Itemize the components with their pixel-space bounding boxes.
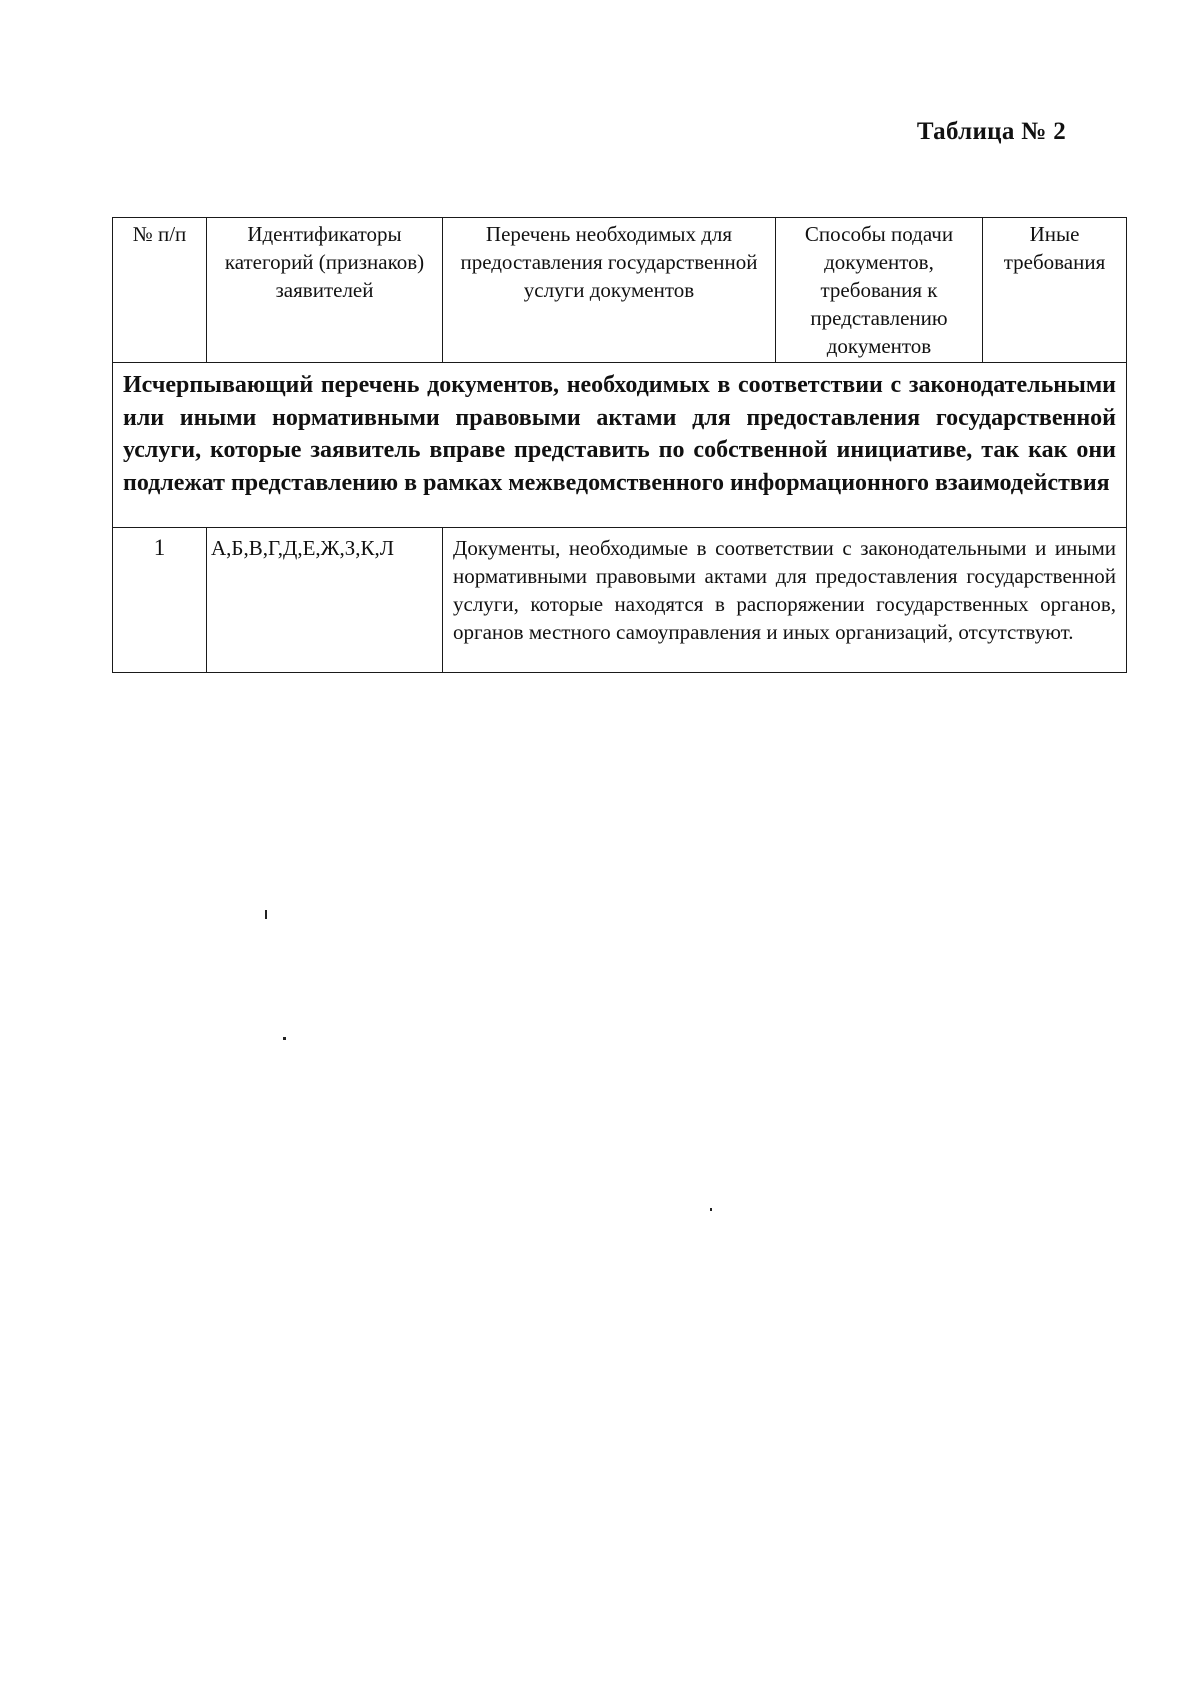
header-documents-list: Перечень необходимых для предоставления государственной услуги документов	[443, 218, 776, 363]
row-documents: Документы, необходимые в соответствии с законодательными и иными нормативными правовыми актами для предоставления государственной услуги, которые находятся в распоряжении государственных органов, органов местного самоуправления и иных организаций, отсутствуют.	[443, 528, 1127, 673]
row-applicant-ids: А,Б,В,Г,Д,Е,Ж,З,К,Л	[207, 528, 443, 673]
table-row	[113, 528, 1127, 673]
table-caption: Таблица № 2	[916, 118, 1066, 145]
header-number: № п/п	[113, 218, 207, 363]
scan-speck	[265, 910, 267, 919]
table-header-row	[113, 218, 1127, 363]
header-submission-methods: Способы подачи документов, требования к представлению документов	[776, 218, 983, 363]
header-other-requirements: Иные требования	[983, 218, 1127, 363]
header-applicant-ids: Идентификаторы категорий (признаков) заявителей	[207, 218, 443, 363]
section-row	[113, 363, 1127, 528]
section-title: Исчерпывающий перечень документов, необходимых в соответствии с законодательными или иными нормативными правовыми актами для предоставления государственной услуги, которые заявитель вправе представить по собственной инициативе, так как они подлежат представлению в рамках межведомственного информационного взаимодействия	[113, 363, 1127, 528]
scan-speck	[283, 1037, 286, 1040]
requirements-table	[112, 217, 1127, 673]
scan-speck	[710, 1208, 712, 1211]
row-number: 1	[113, 528, 207, 673]
